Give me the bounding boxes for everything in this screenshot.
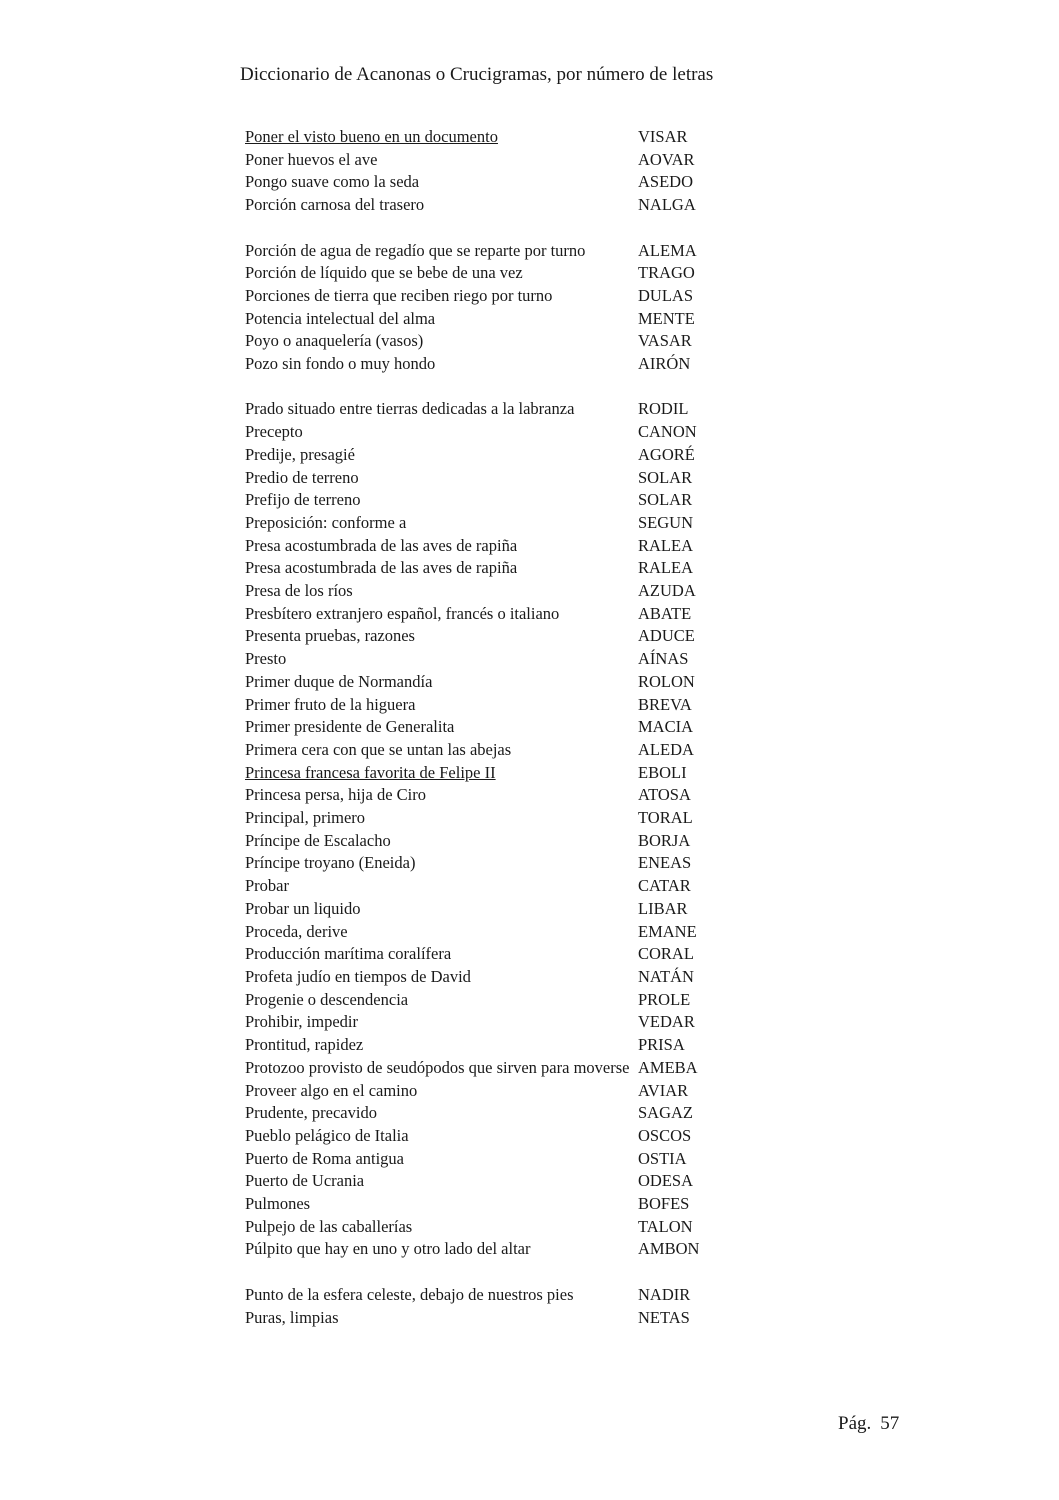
entry-clue: Poner el visto bueno en un documento (245, 127, 498, 146)
dictionary-entry (245, 240, 745, 263)
dictionary-entry (245, 353, 745, 376)
dictionary-entry (245, 671, 745, 694)
entry-answer: AVIAR (638, 1080, 689, 1100)
entry-clue: Poner huevos el ave (245, 149, 378, 169)
entry-answer: AIRÓN (638, 354, 691, 374)
dictionary-entry (245, 807, 745, 830)
entry-clue: Pozo sin fondo o muy hondo (245, 354, 436, 374)
entry-clue: Pulmones (245, 1194, 311, 1214)
entry-answer: PRISA (638, 1035, 685, 1055)
entry-clue: Pueblo pelágico de Italia (245, 1125, 409, 1145)
entry-clue: Primer fruto de la higuera (245, 694, 416, 714)
dictionary-entry (245, 784, 745, 807)
dictionary-entry (245, 625, 745, 648)
dictionary-entry (245, 467, 745, 490)
entry-answer: ODESA (638, 1171, 694, 1191)
entry-answer: AMEBA (638, 1057, 698, 1077)
entry-clue: Preposición: conforme a (245, 512, 407, 532)
entry-clue: Primera cera con que se untan las abejas (245, 739, 512, 759)
dictionary-entry (245, 444, 745, 467)
entry-answer: SOLAR (638, 490, 693, 510)
dictionary-entry (245, 1034, 745, 1057)
entry-answer: ALEDA (638, 739, 694, 759)
entry-answer: EBOLI (638, 762, 687, 782)
entry-answer: ROLON (638, 671, 695, 691)
entry-clue: Principal, primero (245, 808, 366, 828)
entry-clue: Producción marítima coralífera (245, 944, 452, 964)
entry-group (245, 398, 745, 1261)
dictionary-entry (245, 262, 745, 285)
dictionary-entry (245, 1170, 745, 1193)
entry-clue: Prefijo de terreno (245, 490, 361, 510)
entry-answer: NADIR (638, 1284, 691, 1304)
entry-answer: ADUCE (638, 626, 695, 646)
dictionary-entry (245, 898, 745, 921)
entry-answer: BORJA (638, 830, 691, 850)
entry-clue: Probar (245, 876, 289, 896)
entry-clue: Potencia intelectual del alma (245, 308, 436, 328)
entry-answer: SEGUN (638, 512, 694, 532)
entry-answer: CORAL (638, 944, 694, 964)
entry-clue: Puerto de Roma antigua (245, 1148, 405, 1168)
entry-clue: Presto (245, 649, 287, 669)
entry-answer: VEDAR (638, 1012, 695, 1032)
entry-answer: ALEMA (638, 240, 697, 260)
entry-clue: Poyo o anaquelería (vasos) (245, 331, 424, 351)
entry-answer: ASEDO (638, 172, 694, 192)
entry-answer: TRAGO (638, 263, 695, 283)
dictionary-entry (245, 398, 745, 421)
entry-clue: Primer presidente de Generalita (245, 717, 455, 737)
dictionary-entry (245, 421, 745, 444)
entry-clue: Pongo suave como la seda (245, 172, 420, 192)
entry-answer: NALGA (638, 195, 696, 215)
entry-answer: OSCOS (638, 1125, 692, 1145)
entry-answer: BREVA (638, 694, 692, 714)
entry-clue: Princesa francesa favorita de Felipe II (245, 762, 496, 782)
dictionary-entry (245, 512, 745, 535)
entry-clue: Profeta judío en tiempos de David (245, 966, 471, 986)
dictionary-entry (245, 603, 745, 626)
entry-answer: MACIA (638, 717, 694, 737)
entry-answer: LIBAR (638, 898, 688, 918)
entry-answer: NATÁN (638, 966, 694, 986)
dictionary-entry (245, 966, 745, 989)
dictionary-entry (245, 535, 745, 558)
entry-answer: ATOSA (638, 785, 691, 805)
entry-answer: VISAR (638, 127, 688, 146)
entry-clue: Prado situado entre tierras dedicadas a la labranza (245, 399, 575, 419)
entry-clue: Primer duque de Normandía (245, 671, 433, 691)
dictionary-entry (245, 194, 745, 217)
entry-clue: Puras, limpias (245, 1307, 339, 1327)
page-number-value: 57 (880, 1413, 900, 1434)
entry-answer: TORAL (638, 808, 693, 828)
entry-clue: Progenie o descendencia (245, 989, 409, 1009)
entry-answer: RALEA (638, 558, 693, 578)
dictionary-entry (245, 330, 745, 353)
entry-answer: CANON (638, 422, 697, 442)
entry-clue: Proveer algo en el camino (245, 1080, 418, 1100)
entry-clue: Príncipe troyano (Eneida) (245, 853, 416, 873)
dictionary-entry (245, 1102, 745, 1125)
entry-clue: Presenta pruebas, razones (245, 626, 415, 646)
dictionary-entry (245, 716, 745, 739)
dictionary-entry (245, 580, 745, 603)
entry-answer: DULAS (638, 285, 694, 305)
entry-clue: Probar un liquido (245, 898, 361, 918)
entry-answer: ENEAS (638, 853, 692, 873)
dictionary-entry (245, 557, 745, 580)
entry-answer: SOLAR (638, 467, 693, 487)
entry-clue: Presbítero extranjero español, francés o italiano (245, 603, 560, 623)
entry-clue: Precepto (245, 422, 303, 442)
entry-answer: TALON (638, 1216, 693, 1236)
entry-clue: Porción carnosa del trasero (245, 195, 425, 215)
entry-group (245, 240, 745, 376)
entry-clue: Príncipe de Escalacho (245, 830, 391, 850)
entry-clue: Predije, presagié (245, 444, 355, 464)
entry-clue: Porción de agua de regadío que se reparte por turno (245, 240, 586, 260)
dictionary-entry (245, 694, 745, 717)
page-number (838, 1413, 899, 1435)
entry-answer: NETAS (638, 1307, 690, 1327)
dictionary-entry (245, 1307, 745, 1330)
dictionary-entry (245, 1216, 745, 1239)
entry-answer: SAGAZ (638, 1103, 694, 1123)
entry-clue: Puerto de Ucrania (245, 1171, 365, 1191)
dictionary-entry (245, 308, 745, 331)
entry-answer: ABATE (638, 603, 692, 623)
dictionary-entry (245, 171, 745, 194)
entry-answer: PROLE (638, 989, 691, 1009)
entry-clue: Porciones de tierra que reciben riego por turno (245, 285, 553, 305)
dictionary-entry (245, 875, 745, 898)
dictionary-entry (245, 1193, 745, 1216)
dictionary-entry (245, 852, 745, 875)
entry-clue: Protozoo provisto de seudópodos que sirven para moverse (245, 1057, 630, 1077)
entry-clue: Porción de líquido que se bebe de una vez (245, 263, 523, 283)
entry-answer: RODIL (638, 399, 689, 419)
entry-clue: Púlpito que hay en uno y otro lado del altar (245, 1239, 531, 1259)
entry-group (245, 1284, 745, 1329)
entry-clue: Presa de los ríos (245, 581, 353, 601)
entry-group (245, 126, 745, 217)
entry-answer: MENTE (638, 308, 695, 328)
dictionary-entry (245, 1284, 745, 1307)
entry-clue: Prudente, precavido (245, 1103, 377, 1123)
dictionary-entry (245, 739, 745, 762)
dictionary-entry (245, 1238, 745, 1261)
dictionary-entry (245, 1057, 745, 1080)
dictionary-entry (245, 1148, 745, 1171)
dictionary-entry (245, 648, 745, 671)
entry-clue: Predio de terreno (245, 467, 359, 487)
dictionary-entry (245, 1011, 745, 1034)
entry-answer: AOVAR (638, 149, 695, 169)
entry-clue: Proceda, derive (245, 921, 348, 941)
entry-answer: OSTIA (638, 1148, 687, 1168)
entry-answer: BOFES (638, 1194, 690, 1214)
dictionary-entries (245, 126, 745, 1352)
dictionary-entry (245, 1125, 745, 1148)
entry-clue: Pulpejo de las caballerías (245, 1216, 413, 1236)
dictionary-entry (245, 830, 745, 853)
entry-answer: RALEA (638, 535, 693, 555)
entry-answer: AÍNAS (638, 649, 689, 669)
entry-clue: Princesa persa, hija de Ciro (245, 785, 426, 805)
entry-clue: Punto de la esfera celeste, debajo de nuestros pies (245, 1284, 574, 1304)
entry-clue: Presa acostumbrada de las aves de rapiña (245, 535, 518, 555)
entry-answer: AGORÉ (638, 444, 695, 464)
dictionary-entry (245, 762, 745, 785)
page-header-title: Diccionario de Acanonas o Crucigramas, por número de letras (240, 64, 714, 85)
dictionary-entry (245, 149, 745, 172)
entry-answer: CATAR (638, 876, 691, 896)
dictionary-entry (245, 489, 745, 512)
dictionary-entry (245, 989, 745, 1012)
entry-clue: Presa acostumbrada de las aves de rapiña (245, 558, 518, 578)
dictionary-entry (245, 943, 745, 966)
entry-answer: VASAR (638, 331, 692, 351)
entry-clue: Prohibir, impedir (245, 1012, 358, 1032)
page-number-label: Pág. (838, 1413, 872, 1434)
entry-clue: Prontitud, rapidez (245, 1035, 364, 1055)
entry-answer: EMANE (638, 921, 697, 941)
entry-answer: AMBON (638, 1239, 700, 1259)
dictionary-entry (245, 1080, 745, 1103)
dictionary-entry (245, 126, 745, 149)
dictionary-entry (245, 285, 745, 308)
entry-answer: AZUDA (638, 581, 696, 601)
dictionary-entry (245, 921, 745, 944)
